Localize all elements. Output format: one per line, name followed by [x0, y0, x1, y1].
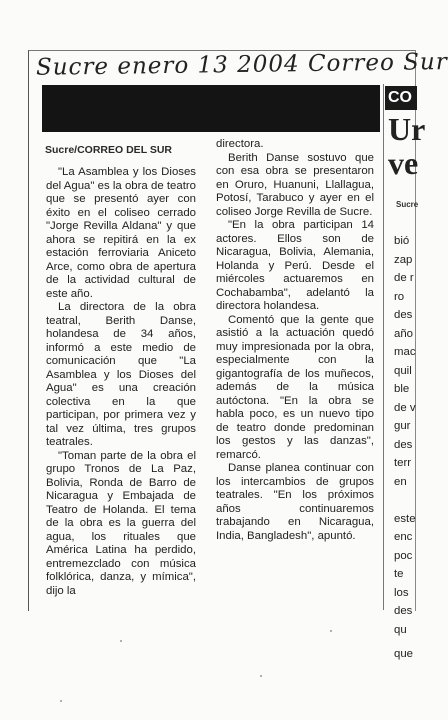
- paragraph: "En la obra participan 14 actores. Ellos son de Nicaragua, Bolivia, Alemania, Holanda y Perú. Desde el miércoles actuaremos en Cochabamba", adelantó la directora holandesa.: [216, 219, 374, 312]
- side-article-text: [394, 232, 414, 664]
- side-article-line: ro: [394, 290, 405, 303]
- side-article-line: que: [394, 648, 414, 660]
- side-article-line: de v: [394, 401, 416, 414]
- paragraph: directora.: [216, 138, 264, 150]
- side-article-line: zap: [394, 253, 413, 266]
- side-article-line: gur: [394, 420, 411, 432]
- headline-line: Ur: [388, 111, 426, 147]
- side-article-line: mac: [394, 346, 416, 358]
- paragraph: "La Asamblea y los Dioses del Agua" es la obra de teatro que se presentó ayer con éxito en el coliseo cerrado "Jorge Revilla Aldana" y que ahora se repitirá en la ex estación ferroviaria Aniceto Arce, como obra de apertura de la actividad cultural de este año.: [46, 166, 196, 300]
- side-article-line: des: [394, 309, 413, 321]
- redacted-headline: [42, 85, 380, 132]
- scan-speck: [260, 675, 262, 677]
- side-article-line: [394, 491, 414, 510]
- paragraph: La directora de la obra teatral, Berith Danse, holandesa de 34 años, informó a este medio de comunicación que "La Asamblea y los Dioses del Agua" es una creación colectiva en la que participan, por primera vez y tal vez última, tres grupos teatrales.: [46, 301, 196, 448]
- side-article-line: en: [394, 475, 407, 488]
- side-article-headline: [388, 111, 426, 181]
- paragraph: Comentó que la gente que asistió a la actuación quedó muy impresionada por la obra, especialmente con la gigantografía de los muñecos, además de la música autóctona. "En la obra se habla poco, es un nuevo tipo de teatro donde predominan los gestos y las danzas", remarcó.: [216, 313, 374, 461]
- side-article-line: enc: [394, 531, 413, 543]
- paragraph: "Toman parte de la obra el grupo Tronos de La Paz, Bolivia, Ronda de Barro de Nicaragua y Embajada de Teatro de Holanda. El tema de la obra es la guerra del agua, los rituales que América Latina ha perdido, entremezclado con música folklórica, danza, y mímica", dijo la: [46, 449, 196, 597]
- side-article-line: año: [394, 327, 414, 340]
- paragraph: Danse planea continuar con los intercambios de grupos teatrales. "En los próximos años continuaremos trabajando en Nicaragua, India, Bangladesh", apuntó.: [216, 462, 374, 542]
- side-article-line: bió: [394, 235, 410, 247]
- side-article-line: terr: [394, 457, 412, 469]
- handwritten-note: Sucre enero 13 2004 Correo Sur: [35, 49, 448, 81]
- scan-speck: [120, 640, 122, 642]
- side-article-line: este: [394, 512, 416, 525]
- side-article-line: poc: [394, 549, 413, 562]
- scan-speck: [330, 630, 332, 632]
- side-article-line: de r: [394, 272, 414, 284]
- side-article-line: los: [394, 586, 409, 599]
- side-article-line: ble: [394, 383, 410, 395]
- paragraph: Berith Danse sostuvo que con esa obra se presentaron en Oruro, Huanuni, Llallagua, Potosí, Tarabuco y ayer en el coliseo Jorge Revilla de Sucre.: [216, 151, 374, 218]
- side-article-line: qu: [394, 623, 407, 636]
- side-article-line: te: [394, 568, 404, 580]
- headline-line: ve: [388, 145, 419, 181]
- side-article-line: des: [394, 438, 413, 451]
- scan-speck: [60, 700, 62, 702]
- side-article-section-header: CO: [385, 86, 417, 110]
- side-article-line: des: [394, 605, 413, 617]
- side-article-byline: Sucre: [396, 200, 419, 209]
- article-column-2: [216, 138, 374, 543]
- article-byline: Sucre/CORREO DEL SUR: [45, 144, 172, 156]
- side-article-line: quil: [394, 364, 412, 377]
- article-column-1: [46, 166, 196, 598]
- column-divider: [383, 84, 384, 610]
